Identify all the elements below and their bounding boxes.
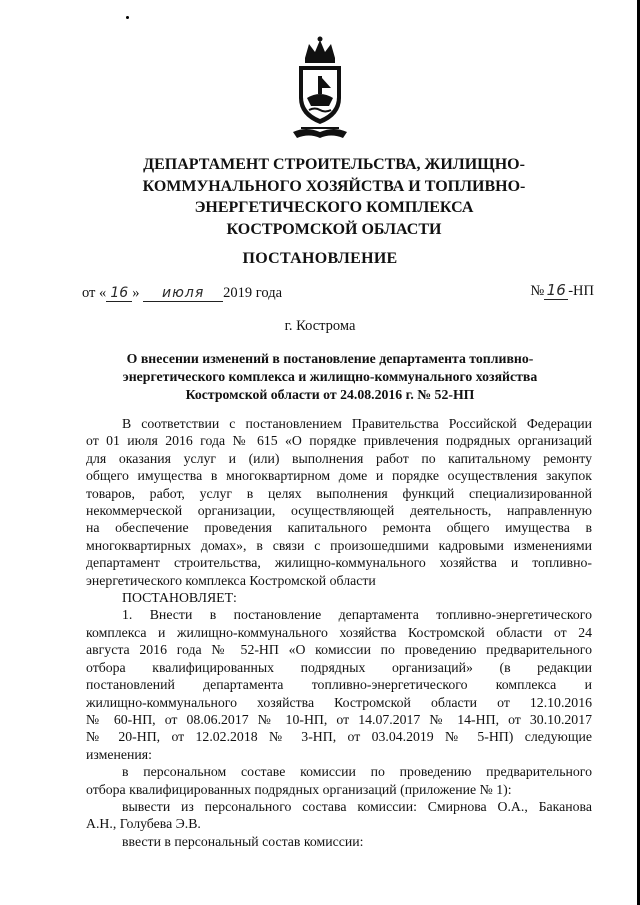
body-line: товаров, работ, услуг в целях выполнения функций специализированной (86, 485, 592, 501)
body-line: комплекса и жилищно-коммунального хозяйства Костромской области от 24 (86, 624, 592, 640)
body-line: от 01 июля 2016 года № 615 «О порядке привлечения подрядных организаций (86, 433, 592, 449)
body-line: августа 2016 года № 52-НП «О комиссии по проведению предварительного (86, 642, 592, 658)
body-line: вывести из персонального состава комиссии: Смирнова О.А., Баканова (122, 798, 592, 814)
city-line: г. Кострома (284, 318, 356, 334)
date-quote-close: » (132, 285, 140, 301)
body-line: отбора квалифицированных подрядных организаций» (в редакции (86, 659, 592, 675)
body-line: многоквартирных домах», в связи с произошедшими кадровыми изменениями (86, 537, 592, 553)
document-type: ПОСТАНОВЛЕНИЕ (242, 250, 398, 267)
handwritten-month: июля (143, 285, 223, 302)
document-number (530, 281, 594, 300)
number-suffix: -НП (568, 283, 594, 299)
body-line: отбора квалифицированных подрядных организаций (приложение № 1): (86, 781, 512, 797)
body-line: 1. Внести в постановление департамента топливно-энергетического (122, 607, 592, 623)
body-line: на обеспечение проведения капитального ремонта общего имущества в (86, 520, 592, 536)
org-line: КОСТРОМСКОЙ ОБЛАСТИ (226, 220, 442, 238)
body-line: общего имущества в многоквартирном доме и порядке осуществления закупок (86, 468, 592, 484)
subject-line: Костромской области от 24.08.2016 г. № 52-НП (185, 387, 475, 402)
body-line: департамент строительства, жилищно-коммунального хозяйства и топливно- (86, 555, 592, 571)
body-line: в персональном составе комиссии по проведению предварительного (122, 764, 592, 780)
organization-title (90, 154, 578, 240)
body-line: жилищно-коммунального хозяйства Костромской области от 12.10.2016 (86, 694, 592, 710)
body-line: В соответствии с постановлением Правительства Российской Федерации (122, 416, 592, 431)
scan-speck (126, 16, 129, 19)
body-line: ПОСТАНОВЛЯЕТ: (122, 590, 237, 606)
org-line: КОММУНАЛЬНОГО ХОЗЯЙСТВА И ТОПЛИВНО- (142, 177, 526, 195)
date-year: 2019 года (223, 285, 283, 301)
body-line: № 60-НП, от 08.06.2017 № 10-НП, от 14.07.2017 № 14-НП, от 30.10.2017 (86, 711, 592, 727)
coat-of-arms-emblem (291, 36, 349, 144)
handwritten-number: 16 (544, 281, 568, 300)
org-line: ДЕПАРТАМЕНТ СТРОИТЕЛЬСТВА, ЖИЛИЩНО- (143, 156, 525, 173)
date-prefix: от « (82, 285, 107, 301)
body-line: № 20-НП, от 12.02.2018 № 3-НП, от 03.04.2019 № 5-НП) следующие (86, 729, 592, 745)
subject-line: энергетического комплекса и жилищно-коммунального хозяйства (122, 369, 538, 384)
subject-line: О внесении изменений в постановление департамента топливно- (126, 351, 534, 366)
body-line: постановлений департамента топливно-энергетического комплекса и (86, 677, 592, 693)
body-line: А.Н., Голубева Э.В. (86, 816, 201, 832)
handwritten-day: 16 (106, 285, 132, 302)
document-body (86, 415, 592, 850)
document-subject (100, 350, 560, 404)
body-line: изменения: (86, 746, 152, 762)
body-line: ввести в персональный состав комиссии: (122, 833, 364, 849)
number-prefix: № (530, 283, 545, 299)
document-date (82, 285, 282, 302)
body-line: некоммерческой организации, осуществляющей деятельность, направленную (86, 503, 592, 519)
body-line: для оказания услуг и (или) выполнения работ по капитальному ремонту (86, 450, 592, 466)
org-line: ЭНЕРГЕТИЧЕСКОГО КОМПЛЕКСА (194, 199, 474, 216)
body-line: энергетического комплекса Костромской области (86, 572, 376, 588)
